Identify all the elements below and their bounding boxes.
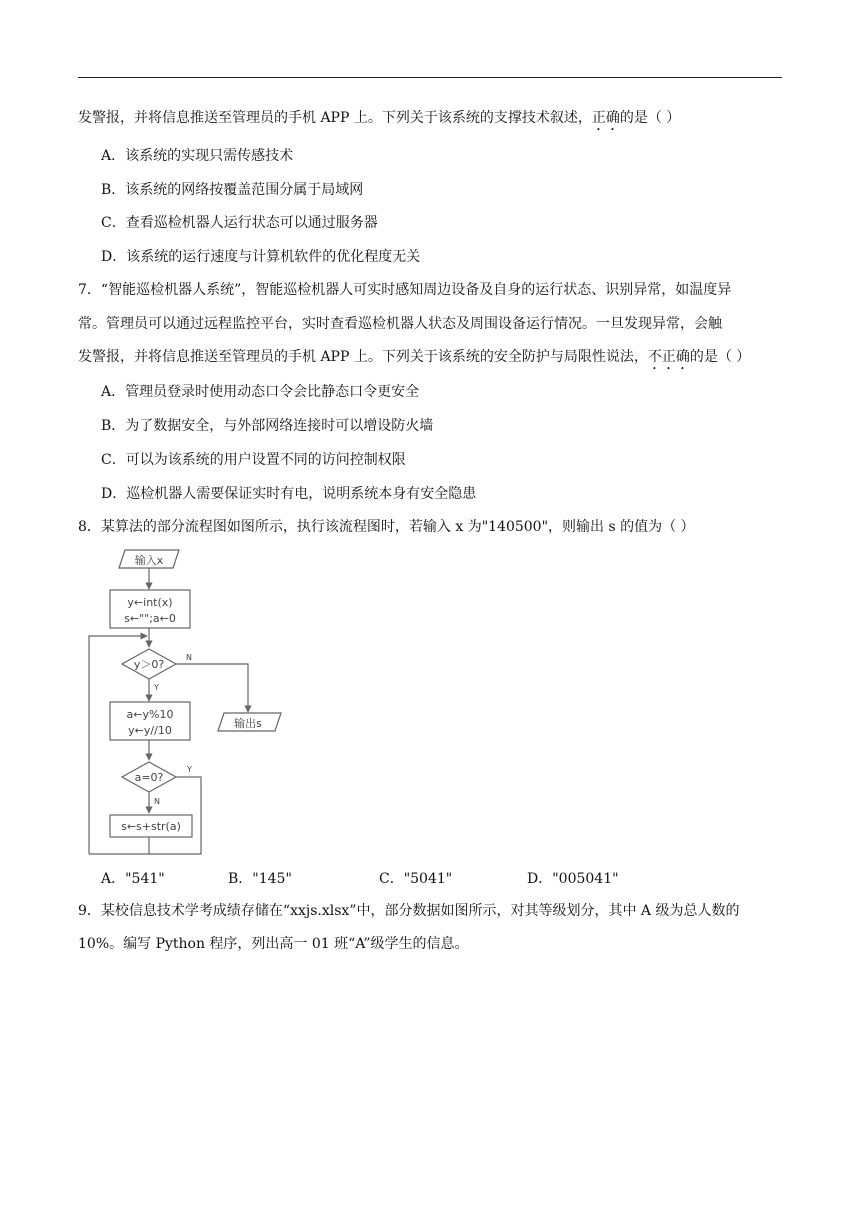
fc-append-label: s←s+str(a) bbox=[121, 820, 181, 833]
q8-option-c: C．"5041" bbox=[379, 871, 453, 887]
q8-flowchart bbox=[80, 545, 300, 860]
header-rule bbox=[78, 77, 782, 78]
q7-stem-tail: 的是（ ） bbox=[689, 349, 751, 365]
q8-options bbox=[101, 868, 661, 888]
q8-option-d: D．"005041" bbox=[527, 871, 619, 887]
fc-step-line2: y←y//10 bbox=[128, 724, 172, 737]
q7-stem-line3 bbox=[78, 347, 750, 373]
q9-stem-line1: 9．某校信息技术学考成绩存储在“xxjs.xlsx”中，部分数据如图所示，对其等级划分，其中 A 级为总人数的 bbox=[78, 903, 740, 919]
q8-stem: 8．某算法的部分流程图如图所示，执行该流程图时，若输入 x 为"140500"，则输出 s 的值为（ ） bbox=[78, 519, 695, 535]
q7-option-d: D．巡检机器人需要保证实时有电，说明系统本身有安全隐患 bbox=[101, 486, 477, 502]
fc-cond2-yes: Y bbox=[187, 765, 192, 774]
q9-stem-line2: 10%。编写 Python 程序，列出高一 01 班“A”级学生的信息。 bbox=[78, 936, 469, 952]
q6-stem-tail: 的是（ ） bbox=[619, 110, 681, 126]
q7-option-a: A．管理员登录时使用动态口令会比静态口令更安全 bbox=[101, 384, 420, 400]
q7-stem-text: 发警报，并将信息推送至管理员的手机 APP 上。下列关于该系统的安全防护与局限性说法， bbox=[78, 349, 648, 365]
fc-step-line1: a←y%10 bbox=[126, 708, 174, 721]
q6-option-a: A．该系统的实现只需传感技术 bbox=[101, 148, 294, 164]
fc-output-label: 输出s bbox=[234, 717, 262, 730]
q7-stem-emphasis: 不正确 bbox=[647, 349, 690, 365]
q6-option-b: B．该系统的网络按覆盖范围分属于局域网 bbox=[101, 182, 364, 198]
fc-cond2-no: N bbox=[154, 797, 160, 806]
fc-input-label: 输入x bbox=[134, 554, 164, 567]
fc-cond1-yes: Y bbox=[154, 683, 159, 692]
fc-init-line1: y←int(x) bbox=[127, 596, 173, 609]
q6-option-d: D．该系统的运行速度与计算机软件的优化程度无关 bbox=[101, 249, 421, 265]
fc-cond2-label: a=0? bbox=[134, 771, 164, 784]
fc-cond1-label: y＞0? bbox=[133, 658, 165, 671]
fc-init-line2: s←"";a←0 bbox=[124, 612, 176, 625]
q6-stem-text: 发警报，并将信息推送至管理员的手机 APP 上。下列关于该系统的支撑技术叙述， bbox=[78, 110, 592, 126]
q7-stem-line2: 常。管理员可以通过远程监控平台，实时查看巡检机器人状态及周围设备运行情况。一旦发现异常，会触 bbox=[78, 316, 722, 332]
fc-cond1-no: N bbox=[186, 653, 192, 662]
q7-stem-line1: 7．“智能巡检机器人系统”，智能巡检机器人可实时感知周边设备及自身的运行状态、识别异常，如温度异 bbox=[78, 282, 732, 298]
q8-option-a: A．"541" bbox=[101, 871, 165, 887]
q7-option-c: C．可以为该系统的用户设置不同的访问控制权限 bbox=[101, 452, 406, 468]
q6-stem bbox=[78, 108, 680, 134]
q6-option-c: C．查看巡检机器人运行状态可以通过服务器 bbox=[101, 215, 378, 231]
q6-stem-emphasis: 正确 bbox=[591, 110, 620, 126]
q8-option-b: B．"145" bbox=[228, 871, 292, 887]
q7-option-b: B．为了数据安全，与外部网络连接时可以增设防火墙 bbox=[101, 418, 434, 434]
